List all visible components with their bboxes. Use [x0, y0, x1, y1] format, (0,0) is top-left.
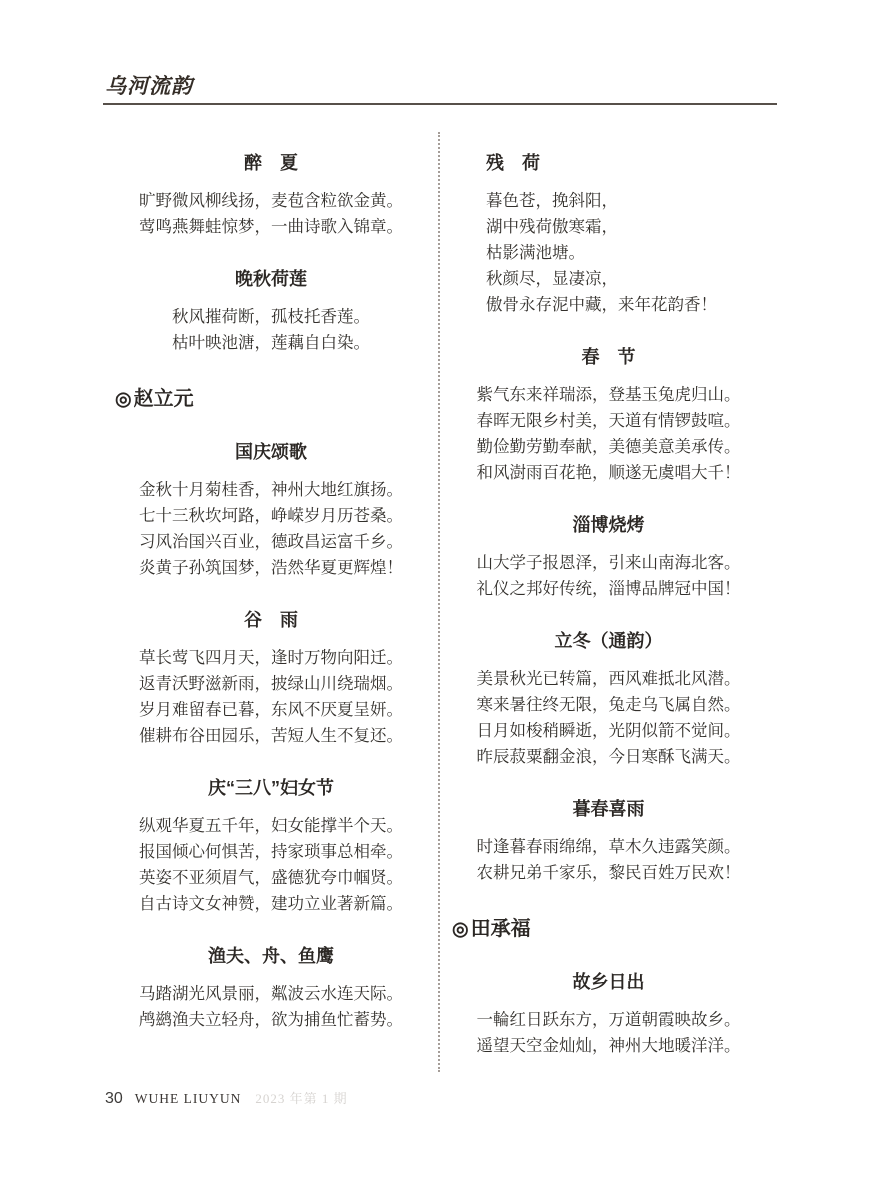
- poem-line: 习风治国兴百业，德政昌运富千乡。: [139, 532, 403, 551]
- poem-columns: [103, 150, 777, 1059]
- poem-block: [440, 512, 777, 602]
- poem-line: 山大学子报恩泽，引来山南海北客。: [476, 553, 741, 572]
- poem-title: 暮春喜雨: [572, 799, 645, 819]
- poem-line: 报国倾心何惧苦，持家琐事总相牵。: [139, 842, 403, 861]
- poem-title: 淄博烧烤: [572, 515, 645, 535]
- poem-block: [440, 969, 777, 1059]
- poem-title: 春 节: [581, 347, 636, 367]
- poem-block: [103, 607, 439, 749]
- poem-line: 纵观华夏五千年，妇女能撑半个天。: [139, 816, 403, 835]
- poem-line: 鸬鹚渔夫立轻舟，欲为捕鱼忙蓄势。: [139, 1010, 403, 1029]
- author-heading: [103, 386, 439, 413]
- poem-line: 勤俭勤劳勤奉献，美德美意美承传。: [476, 437, 741, 456]
- poem-line: 傲骨永存泥中藏，来年花韵香！: [486, 295, 717, 314]
- poem-block: [103, 943, 439, 1033]
- poem-line: 七十三秋坎坷路，峥嵘岁月历苍桑。: [139, 506, 403, 525]
- poem-line: 礼仪之邦好传统，淄博品牌冠中国！: [476, 579, 741, 598]
- poem-line: 莺鸣燕舞蛙惊梦，一曲诗歌入锦章。: [139, 217, 403, 236]
- poem-line: 秋风摧荷断，孤枝托香莲。: [172, 307, 370, 326]
- poem-title: 庆“三八”妇女节: [208, 778, 334, 798]
- poem-title: 残 荷: [486, 153, 540, 173]
- poem-line: 自古诗文女神赞，建功立业著新篇。: [139, 894, 403, 913]
- issue-label: 2023 年第 1 期: [255, 1091, 348, 1106]
- poem-line: 一輪红日跃东方，万道朝霞映故乡。: [476, 1010, 741, 1029]
- poem-line: 日月如梭稍瞬逝，光阴似箭不觉间。: [476, 721, 741, 740]
- poem-line: 马踏湖光风景丽，粼波云水连天际。: [139, 984, 403, 1003]
- poem-line: 寒来暑往终无限，兔走乌飞属自然。: [476, 695, 741, 714]
- poem-line: 遥望天空金灿灿，神州大地暖洋洋。: [476, 1036, 741, 1055]
- poem-line: 紫气东来祥瑞添，登基玉兔虎归山。: [476, 385, 741, 404]
- page-number: 30: [105, 1090, 123, 1107]
- author-name: 田承福: [470, 918, 531, 940]
- poem-line: 英姿不亚须眉气，盛德犹夸巾帼贤。: [139, 868, 403, 887]
- author-mark-icon: ◎: [452, 919, 469, 940]
- poem-title: 渔夫、舟、鱼鹰: [208, 946, 334, 966]
- poem-line: 草长莺飞四月天，逢时万物向阳迁。: [139, 648, 403, 667]
- poem-block: [103, 150, 439, 240]
- poem-block: [440, 628, 777, 770]
- poem-block: [440, 796, 777, 886]
- poem-line: 金秋十月菊桂香，神州大地红旗扬。: [139, 480, 403, 499]
- header-rule: [103, 103, 777, 105]
- poem-block: [103, 775, 439, 917]
- poem-title: 故乡日出: [572, 972, 645, 992]
- poem-line: 秋颜尽，显凄凉，: [486, 269, 618, 288]
- poem-line: 湖中残荷傲寒霜，: [486, 217, 618, 236]
- column-divider: [438, 132, 440, 1072]
- journal-masthead: 乌河流韵: [105, 74, 193, 98]
- poem-line: 暮色苍，挽斜阳，: [486, 191, 618, 210]
- poem-block: [440, 150, 777, 318]
- poem-block: [103, 439, 439, 581]
- poem-line: 春晖无限乡村美，天道有情锣鼓喧。: [476, 411, 741, 430]
- poem-title: 谷 雨: [244, 610, 298, 630]
- poem-title: 醉 夏: [244, 153, 298, 173]
- poem-title: 立冬（通韵）: [554, 631, 663, 651]
- poem-line: 催耕布谷田园乐，苦短人生不复还。: [139, 726, 403, 745]
- poem-block: [440, 344, 777, 486]
- poem-line: 返青沃野滋新雨，披绿山川绕瑞烟。: [139, 674, 403, 693]
- poem-block: [103, 266, 439, 356]
- poem-line: 美景秋光已转篇，西风难抵北风潜。: [476, 669, 741, 688]
- poem-line: 农耕兄弟千家乐，黎民百姓万民欢！: [476, 863, 741, 882]
- author-heading: [440, 916, 777, 943]
- poem-line: 枯叶映池溏，莲藕自白染。: [172, 333, 370, 352]
- poem-line: 旷野微风柳线扬，麦苞含粒欲金黄。: [139, 191, 403, 210]
- author-name: 赵立元: [133, 388, 194, 410]
- poem-title: 国庆颂歌: [235, 442, 307, 462]
- poem-column-right: [440, 150, 777, 1059]
- poem-line: 炎黄子孙筑国梦，浩然华夏更辉煌！: [139, 558, 403, 577]
- journal-name: WUHE LIUYUN: [134, 1091, 242, 1106]
- poem-line: 昨辰菽粟翻金浪，今日寒酥飞满天。: [476, 747, 741, 766]
- page-footer: [105, 1088, 777, 1110]
- poem-title: 晚秋荷莲: [235, 269, 307, 289]
- poem-line: 和风澍雨百花艳，顺遂无虞唱大千！: [476, 463, 741, 482]
- poem-line: 时逢暮春雨绵绵，草木久违露笑颜。: [476, 837, 741, 856]
- poem-column-left: [103, 150, 439, 1059]
- author-mark-icon: ◎: [115, 389, 132, 410]
- poem-line: 岁月难留春已暮，东风不厌夏呈妍。: [139, 700, 403, 719]
- poem-line: 枯影满池塘。: [486, 243, 585, 262]
